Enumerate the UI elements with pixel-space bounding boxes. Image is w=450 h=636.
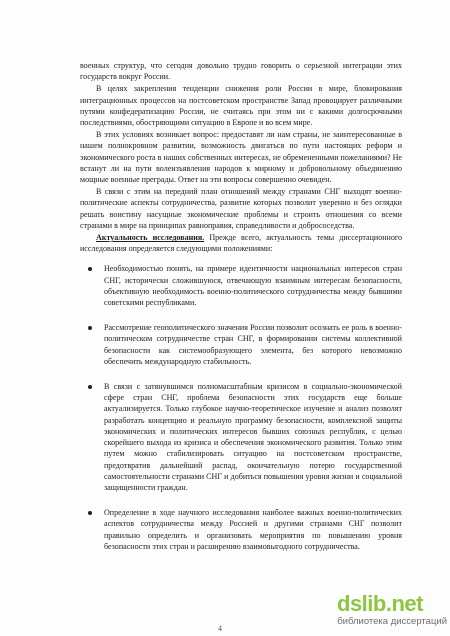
paragraph-1: военных структур, что сегодня довольно трудно говорить о серьезной интеграции этих государств вокруг России. (80, 61, 402, 82)
paragraph-3: В этих условиях возникает вопрос: предоставят ли нам страны, не заинтересованные в нашем полнокровном развитии, возможность двигаться по пути настоящих реформ и экономического роста в наших собственных интересах, не обремененными пожеланиями? Не встанут ли на пути волеизъявления народов к мирному и добровольному объединению мощные военные преграды. Ответ на эти вопросы совершенно очевиден. (80, 130, 402, 185)
relevance-intro: Прежде всего, актуальность темы диссертационного исследования определяется следующими положениями: (80, 233, 402, 254)
bullet-icon (88, 511, 92, 515)
list-item (80, 381, 402, 493)
relevance-paragraph (80, 232, 402, 254)
list-item (80, 507, 402, 552)
watermark[interactable] (337, 591, 449, 635)
bullet-icon (88, 326, 92, 330)
relevance-list (80, 263, 402, 551)
list-item-text: Необходимостью понять, на примере идентичности национальных интересов стран СНГ, исторически сложившуюся, отвечающую взаимным интересам безопасности, объективную необходимость военно-политического сотрудничества между бывшими советскими республиками. (104, 264, 402, 308)
relevance-heading: Актуальность исследования. (96, 233, 205, 243)
bullet-icon (88, 385, 92, 389)
watermark-logo: dslib.net (337, 591, 423, 616)
list-item-text: Определение в ходе научного исследования наиболее важных военно-политических аспектов сотрудничества между Россией и другими странами СНГ позволит правильно определить и организовать мероприятия по повышению уровня безопасности этих стран и расширению взаимовыгодного сотрудничества. (104, 508, 402, 551)
list-item (80, 263, 402, 308)
paragraph-4: В связи с этим на передний план отношений между странами СНГ выходят военно-политические аспекты сотрудничества, развитие которых позволит уверенно и без оглядки решать воистину насущные экономические проблемы и строить отношения со всеми странами в мире на принципах равноправия, справедливости и добрососедства. (80, 187, 402, 230)
list-item-text: Рассмотрение геополитического значения России позволит осознать ее роль в военно-политическом сотрудничестве стран СНГ, в формировании системы коллективной безопасности как системообразующего элемента, без которого невозможно обеспечить международную стабильность. (104, 323, 402, 366)
paragraph-2: В целях закрепления тенденции снижения роли России в мире, блокирования интеграционных процессов на постсоветском пространстве Запад провоцирует различными путями конфедератизацию России, не считаясь при этом ни с какими долгосрочными последствиями, обостряющими ситуацию в Европе и во всем мире. (80, 84, 402, 128)
bullet-icon (88, 267, 92, 271)
page-number: 4 (218, 624, 222, 633)
list-item-text: В связи с затянувшимся полномасштабным кризисом в социально-экономической сфере стран СНГ, проблема безопасности этих государств еще больше актуализируется. Только глубокое научно-теоретическое изучение и анализ позволят разработать концепцию и реальную программу безопасности, комплексной защиты экономических и политических интересов бывших союзных республик, с целью скорейшего выхода из кризиса и обеспечения экономического развития. Только этим путем можно стабилизировать ситуацию на постсоветском пространстве, предотвратив дальнейший распад, окончательную потерю государственной самостоятельности странами СНГ и добиться повышения уровня жизни и социальной защищенности граждан. (104, 382, 402, 492)
list-item (80, 322, 402, 367)
watermark-tagline: библиотека диссертаций (337, 616, 447, 627)
text-column (80, 60, 402, 566)
